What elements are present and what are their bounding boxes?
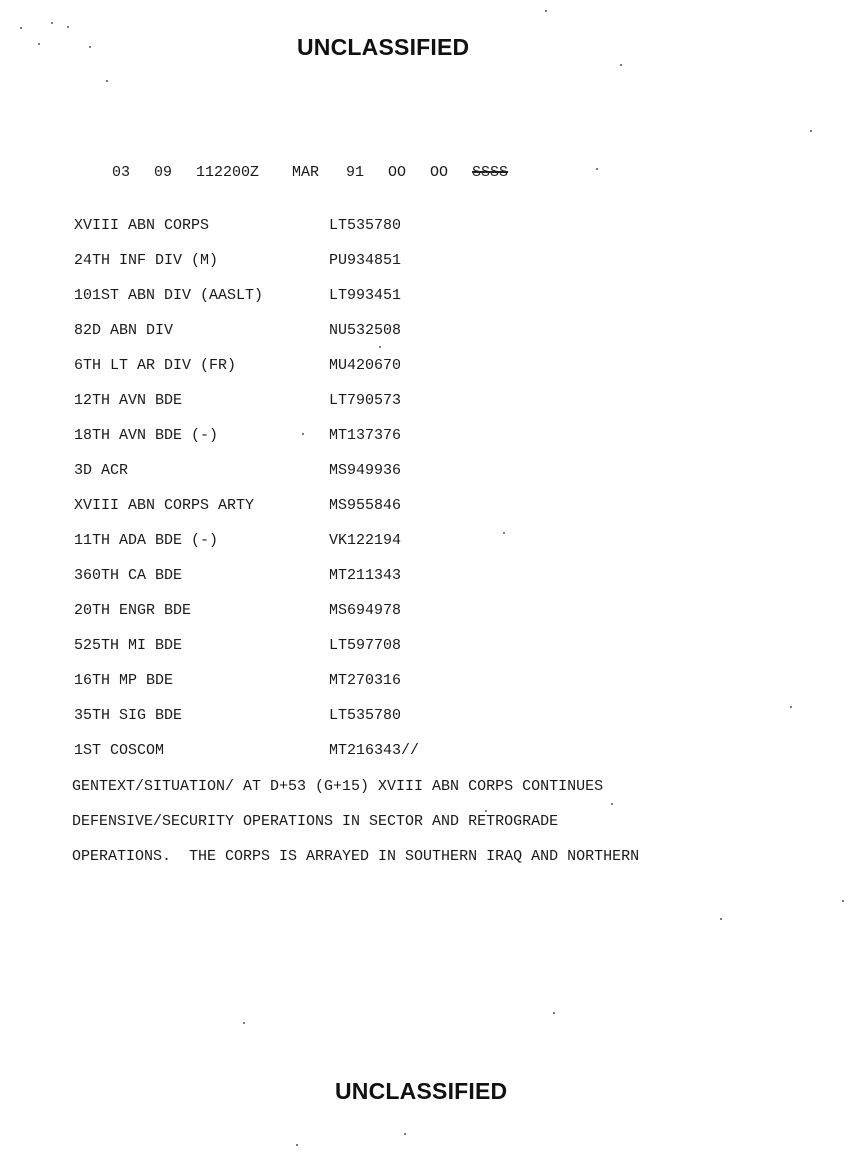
unit-grid: MS955846: [329, 497, 402, 514]
unit-grid: LT535780: [329, 707, 402, 724]
scan-speck: [296, 1144, 298, 1146]
unit-grid: MS694978: [329, 602, 402, 619]
scan-speck: [89, 46, 91, 48]
unit-name: 82D ABN DIV: [74, 322, 174, 339]
unit-grid: MT137376: [329, 427, 402, 444]
gentext-line: DEFENSIVE/SECURITY OPERATIONS IN SECTOR AND RETROGRADE: [72, 813, 559, 830]
scan-speck: [67, 26, 69, 28]
scan-speck: [596, 168, 598, 170]
scan-speck: [620, 64, 622, 66]
unit-grid: NU532508: [329, 322, 402, 339]
unit-grid: MT270316: [329, 672, 402, 689]
scan-speck: [611, 803, 613, 805]
dtg-field: OO: [430, 164, 449, 181]
scan-speck: [485, 810, 487, 812]
unit-grid: MS949936: [329, 462, 402, 479]
unit-grid: PU934851: [329, 252, 402, 269]
unit-grid: LT790573: [329, 392, 402, 409]
dtg-field: 09: [154, 164, 173, 181]
classification-footer: UNCLASSIFIED: [335, 1078, 508, 1104]
unit-name: 20TH ENGR BDE: [74, 602, 192, 619]
dtg-field: 112200Z: [196, 164, 260, 181]
unit-name: 101ST ABN DIV (AASLT): [74, 287, 264, 304]
unit-grid: LT597708: [329, 637, 402, 654]
unit-name: 35TH SIG BDE: [74, 707, 183, 724]
scan-speck: [810, 130, 812, 132]
dtg-field: OO: [388, 164, 407, 181]
unit-name: XVIII ABN CORPS: [74, 217, 210, 234]
unit-name: 11TH ADA BDE (-): [74, 532, 219, 549]
unit-name: 12TH AVN BDE: [74, 392, 183, 409]
unit-name: 3D ACR: [74, 462, 129, 479]
unit-name: 360TH CA BDE: [74, 567, 183, 584]
scan-speck: [51, 22, 53, 24]
scan-speck: [243, 1022, 245, 1024]
struck-out-text: SSSS: [472, 164, 509, 181]
unit-name: 6TH LT AR DIV (FR): [74, 357, 237, 374]
scan-speck: [720, 918, 722, 920]
unit-grid: MT211343: [329, 567, 402, 584]
scan-speck: [302, 433, 304, 435]
scan-speck: [842, 900, 844, 902]
scan-speck: [545, 10, 547, 12]
dtg-field: 03: [112, 164, 131, 181]
scan-speck: [106, 80, 108, 82]
unit-grid: VK122194: [329, 532, 402, 549]
gentext-line: GENTEXT/SITUATION/ AT D+53 (G+15) XVIII ABN CORPS CONTINUES: [72, 778, 604, 795]
unit-name: 1ST COSCOM: [74, 742, 165, 759]
scan-speck: [553, 1012, 555, 1014]
message-dtg-line: [76, 147, 508, 198]
unit-grid: LT993451: [329, 287, 402, 304]
unit-name: 16TH MP BDE: [74, 672, 174, 689]
unit-name: 525TH MI BDE: [74, 637, 183, 654]
unit-grid: MU420670: [329, 357, 402, 374]
dtg-field: 91: [346, 164, 365, 181]
gentext-paragraph: [72, 778, 639, 883]
unit-name: 24TH INF DIV (M): [74, 252, 219, 269]
gentext-line: OPERATIONS. THE CORPS IS ARRAYED IN SOUTHERN IRAQ AND NORTHERN: [72, 848, 640, 865]
scan-speck: [379, 346, 381, 348]
unit-name: 18TH AVN BDE (-): [74, 427, 219, 444]
scan-speck: [503, 532, 505, 534]
scan-speck: [38, 43, 40, 45]
dtg-field: MAR: [292, 164, 320, 181]
scan-speck: [790, 706, 792, 708]
scan-speck: [404, 1133, 406, 1135]
unit-grid: LT535780: [329, 217, 402, 234]
classification-header: UNCLASSIFIED: [297, 34, 470, 60]
unit-name: XVIII ABN CORPS ARTY: [74, 497, 255, 514]
unit-grid: MT216343//: [329, 742, 420, 759]
scan-speck: [20, 27, 22, 29]
